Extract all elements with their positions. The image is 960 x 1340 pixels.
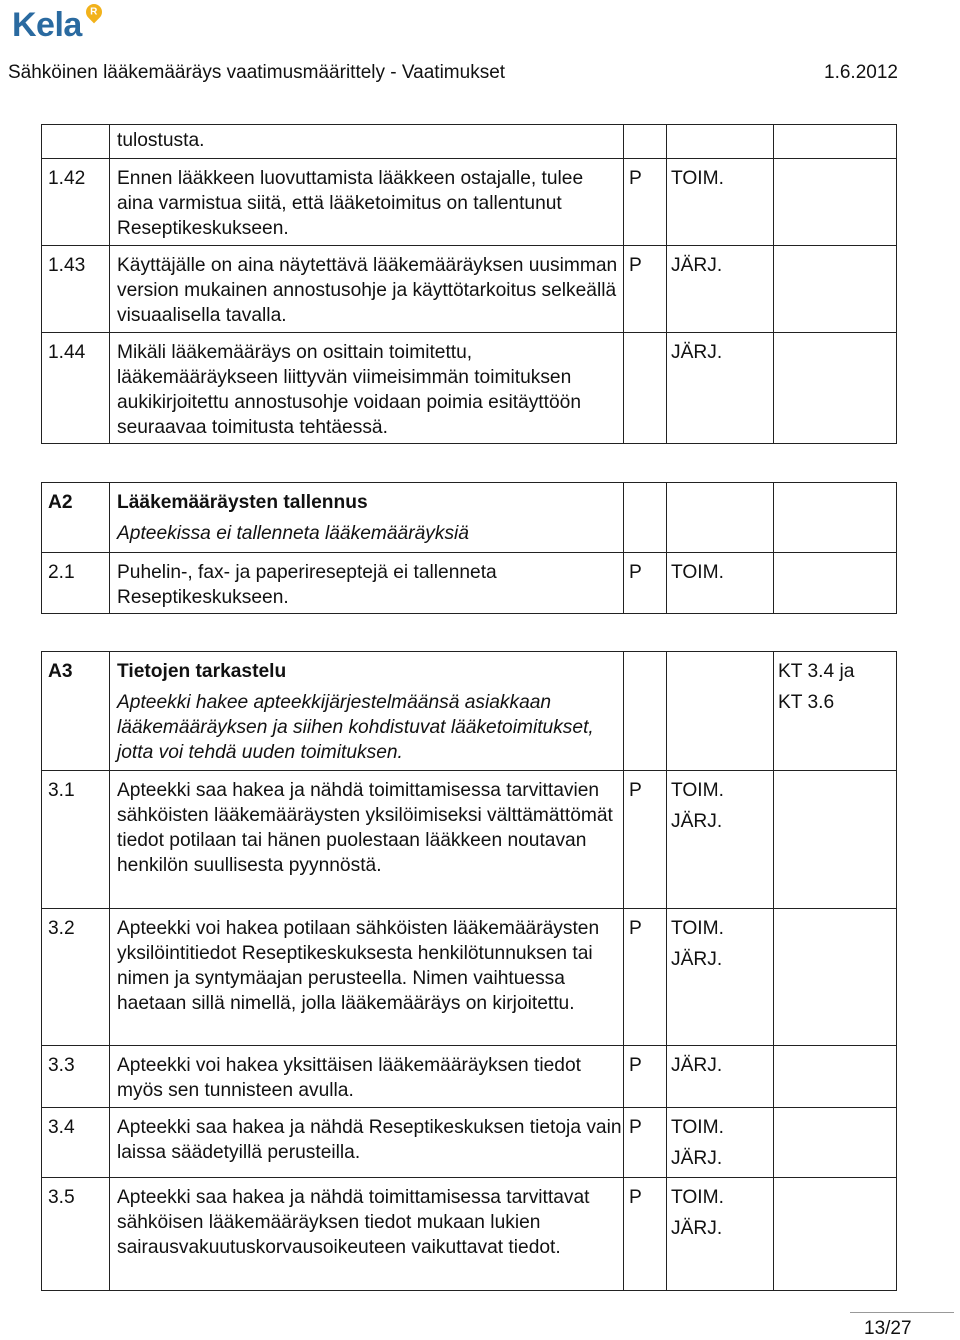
- section-reference: [774, 652, 897, 771]
- empty-cell: [624, 483, 667, 553]
- page-number: 13/27: [864, 1318, 912, 1339]
- req-actor: JÄRJ.: [671, 1218, 723, 1239]
- table-row: [42, 1178, 897, 1291]
- requirements-table-2: [41, 482, 897, 614]
- kela-logo: [12, 4, 102, 46]
- empty-cell: [774, 1046, 897, 1108]
- req-priority: P: [624, 771, 667, 909]
- empty-cell: [667, 483, 774, 553]
- req-text: Käyttäjälle on aina näytettävä lääkemääräyksen uusimman version mukainen annostusohje ja käyttötarkoitus selkeällä visuaalisella tavalla.: [110, 246, 624, 333]
- req-actor: TOIM.: [671, 918, 724, 939]
- footer-rule: [850, 1312, 954, 1313]
- empty-cell: [774, 553, 897, 614]
- req-number: [42, 125, 110, 159]
- req-number: 3.4: [42, 1108, 110, 1178]
- req-ref: [774, 159, 897, 246]
- table-row: [42, 333, 897, 444]
- reference-line: KT 3.4 ja: [778, 661, 855, 682]
- req-actor: JÄRJ.: [671, 811, 723, 832]
- req-priority: [624, 125, 667, 159]
- req-actor: JÄRJ.: [671, 1055, 723, 1076]
- req-number: 2.1: [42, 553, 110, 614]
- section-id: A2: [42, 483, 110, 553]
- section-title: Tietojen tarkastelu: [117, 661, 287, 682]
- empty-cell: [774, 483, 897, 553]
- req-priority: [624, 333, 667, 444]
- req-actor: JÄRJ.: [671, 1148, 723, 1169]
- req-actor: JÄRJ.: [667, 246, 774, 333]
- section-header-row: [42, 652, 897, 771]
- logo-text: Kela: [12, 6, 82, 44]
- req-text: tulostusta.: [110, 125, 624, 159]
- req-priority: P: [624, 1046, 667, 1108]
- section-heading: [110, 483, 624, 553]
- req-number: 3.1: [42, 771, 110, 909]
- empty-cell: [774, 909, 897, 1046]
- req-text: Apteekki saa hakea ja nähdä Reseptikeskuksen tietoja vain laissa säädetyillä perusteilla.: [110, 1108, 624, 1178]
- req-priority: P: [624, 246, 667, 333]
- req-number: 1.43: [42, 246, 110, 333]
- req-text: Mikäli lääkemääräys on osittain toimitettu, lääkemääräykseen liittyvän viimeisimmän toimituksen aukikirjoitettu annostusohje voidaan poimia esitäyttöön seuraavaa toimitusta tehtäessä.: [110, 333, 624, 444]
- requirements-table-3: [41, 651, 897, 1291]
- req-ref: [774, 125, 897, 159]
- empty-cell: [667, 652, 774, 771]
- table-row: [42, 159, 897, 246]
- section-heading: [110, 652, 624, 771]
- req-text: Apteekki voi hakea yksittäisen lääkemääräyksen tiedot myös sen tunnisteen avulla.: [110, 1046, 624, 1108]
- req-priority: P: [624, 159, 667, 246]
- req-number: 1.42: [42, 159, 110, 246]
- req-actor: [667, 125, 774, 159]
- section-description: Apteekki hakee apteekkijärjestelmäänsä asiakkaan lääkemääräyksen ja siihen kohdistuvat lääketoimitukset, jotta voi tehdä uuden toimituksen.: [117, 692, 594, 763]
- req-text: Apteekki voi hakea potilaan sähköisten lääkemääräysten yksilöintitiedot Reseptikeskuksesta henkilötunnuksen tai nimen ja syntymäajan perusteella. Nimen vaihtuessa haetaan sillä nimellä, jolla lääkemääräys on kirjoitettu.: [110, 909, 624, 1046]
- requirements-table-1: [41, 124, 897, 444]
- table-row: [42, 1046, 897, 1108]
- empty-cell: [774, 1108, 897, 1178]
- req-actor: TOIM.: [667, 159, 774, 246]
- req-actor: TOIM.: [667, 553, 774, 614]
- req-text: Apteekki saa hakea ja nähdä toimittamisessa tarvittavien sähköisten lääkemääräysten yksilöimiseksi välttämättömät tiedot potilaan tai hänen puolestaan lääkkeen noutavan henkilön suullisesta pyynnöstä.: [110, 771, 624, 909]
- req-actor: TOIM.: [671, 1187, 724, 1208]
- req-actor: TOIM.: [671, 1117, 724, 1138]
- table-row: [42, 1108, 897, 1178]
- section-header-row: [42, 483, 897, 553]
- req-number: 3.3: [42, 1046, 110, 1108]
- req-actor: JÄRJ.: [667, 333, 774, 444]
- section-id: A3: [42, 652, 110, 771]
- table-row: [42, 771, 897, 909]
- table-row: [42, 553, 897, 614]
- req-text: Puhelin-, fax- ja paperireseptejä ei tallenneta Reseptikeskukseen.: [110, 553, 624, 614]
- req-ref: [774, 246, 897, 333]
- table-row: [42, 246, 897, 333]
- req-actor: TOIM.: [671, 780, 724, 801]
- document-date: 1.6.2012: [824, 62, 898, 83]
- req-actors: [667, 1108, 774, 1178]
- req-priority: P: [624, 1108, 667, 1178]
- req-number: 3.2: [42, 909, 110, 1046]
- table-row: [42, 909, 897, 1046]
- section-description: Apteekissa ei tallenneta lääkemääräyksiä: [117, 523, 469, 544]
- empty-cell: [624, 652, 667, 771]
- req-priority: P: [624, 909, 667, 1046]
- req-number: 3.5: [42, 1178, 110, 1291]
- req-actor: JÄRJ.: [671, 949, 723, 970]
- req-ref: [774, 333, 897, 444]
- req-priority: P: [624, 1178, 667, 1291]
- req-actors: [667, 1046, 774, 1108]
- reference-line: KT 3.6: [778, 692, 835, 713]
- req-priority: P: [624, 553, 667, 614]
- table-row: [42, 125, 897, 159]
- req-actors: [667, 771, 774, 909]
- req-text: Apteekki saa hakea ja nähdä toimittamisessa tarvittavat sähköisen lääkemääräyksen tiedot mukaan lukien sairausvakuutuskorvausoikeuteen vaikuttavat tiedot.: [110, 1178, 624, 1291]
- section-title: Lääkemääräysten tallennus: [117, 492, 368, 513]
- document-title: Sähköinen lääkemääräys vaatimusmäärittely - Vaatimukset: [8, 62, 506, 83]
- req-actors: [667, 909, 774, 1046]
- req-number: 1.44: [42, 333, 110, 444]
- req-text: Ennen lääkkeen luovuttamista lääkkeen ostajalle, tulee aina varmistua siitä, että lääketoimitus on tallentunut Reseptikeskukseen.: [110, 159, 624, 246]
- registered-mark-icon: R: [83, 1, 106, 24]
- empty-cell: [774, 1178, 897, 1291]
- req-actors: [667, 1178, 774, 1291]
- empty-cell: [774, 771, 897, 909]
